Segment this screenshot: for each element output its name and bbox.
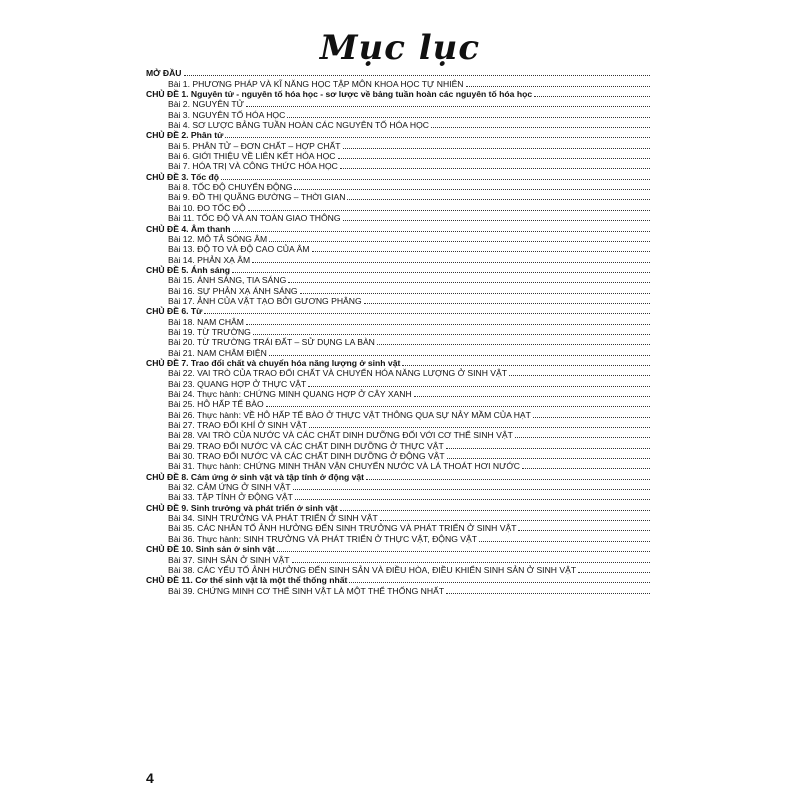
toc-section-heading [146, 265, 650, 275]
dot-leader [509, 375, 650, 376]
toc-lesson-entry [146, 389, 650, 399]
toc-section-heading [146, 471, 650, 481]
dot-leader [300, 293, 650, 294]
lesson-title: Bài 25. HÔ HẤP TẾ BÀO [168, 399, 264, 410]
dot-leader [295, 499, 650, 500]
dot-leader [534, 96, 650, 97]
dot-leader [232, 272, 650, 273]
dot-leader [343, 220, 650, 221]
dot-leader [269, 355, 650, 356]
section-title: CHỦ ĐỀ 9. Sinh trưởng và phát triển ở sinh vật [146, 502, 338, 513]
dot-leader [515, 437, 650, 438]
lesson-title: Bài 27. TRAO ĐỔI KHÍ Ở SINH VẬT [168, 420, 308, 431]
toc-lesson-entry [146, 99, 650, 109]
dot-leader [340, 510, 650, 511]
dot-leader [277, 551, 650, 552]
dot-leader [578, 572, 650, 573]
dot-leader [294, 189, 650, 190]
toc-lesson-entry [146, 254, 650, 264]
toc-lesson-entry [146, 347, 650, 357]
toc-section-heading [146, 306, 650, 316]
toc-lesson-entry [146, 316, 650, 326]
lesson-title: Bài 22. VAI TRÒ CỦA TRAO ĐỔI CHẤT VÀ CHUYỂN HÓA NĂNG LƯỢNG Ở SINH VẬT [168, 368, 508, 379]
dot-leader [447, 458, 650, 459]
dot-leader [233, 231, 650, 232]
dot-leader [431, 127, 650, 128]
toc-section-heading [146, 544, 650, 554]
lesson-title: Bài 26. Thực hành: VỀ HÔ HẤP TẾ BÀO Ở THỰC VẬT THÔNG QUA SỰ NẢY MẦM CỦA HẠT [168, 409, 531, 420]
lesson-title: Bài 11. TỐC ĐỘ VÀ AN TOÀN GIAO THÔNG [168, 213, 341, 224]
toc-lesson-entry [146, 337, 650, 347]
lesson-title: Bài 2. NGUYÊN TỬ [168, 99, 244, 110]
lesson-title: Bài 20. TỪ TRƯỜNG TRÁI ĐẤT – SỬ DỤNG LA BÀN [168, 337, 375, 348]
toc-lesson-entry [146, 585, 650, 595]
lesson-title: Bài 35. CÁC NHÂN TỐ ẢNH HƯỞNG ĐẾN SINH TRƯỞNG VÀ PHÁT TRIỂN Ở SINH VẬT [168, 523, 517, 534]
lesson-title: Bài 3. NGUYÊN TỐ HÓA HỌC [168, 109, 286, 120]
lesson-title: Bài 10. ĐO TỐC ĐỘ [168, 202, 246, 213]
toc-lesson-entry [146, 554, 650, 564]
section-title: CHỦ ĐỀ 6. Từ [146, 306, 203, 317]
toc-lesson-entry [146, 440, 650, 450]
lesson-title: Bài 7. HÓA TRỊ VÀ CÔNG THỨC HÓA HỌC [168, 161, 338, 172]
toc-lesson-entry [146, 109, 650, 119]
lesson-title: Bài 28. VAI TRÒ CỦA NƯỚC VÀ CÁC CHẤT DINH DƯỠNG ĐỐI VỚI CƠ THỂ SINH VẬT [168, 430, 513, 441]
dot-leader [308, 386, 650, 387]
dot-leader [402, 365, 650, 366]
lesson-title: Bài 23. QUANG HỢP Ở THỰC VẬT [168, 378, 307, 389]
lesson-title: Bài 18. NAM CHÂM [168, 316, 244, 327]
dot-leader [225, 137, 650, 138]
lesson-title: Bài 5. PHÂN TỬ – ĐƠN CHẤT – HỢP CHẤT [168, 140, 341, 151]
toc-lesson-entry [146, 202, 650, 212]
dot-leader [246, 324, 650, 325]
toc-lesson-entry [146, 368, 650, 378]
dot-leader [446, 593, 650, 594]
section-title: CHỦ ĐỀ 10. Sinh sản ở sinh vật [146, 544, 275, 555]
toc-section-heading [146, 130, 650, 140]
toc-section-heading [146, 358, 650, 368]
lesson-title: Bài 6. GIỚI THIỆU VỀ LIÊN KẾT HÓA HỌC [168, 151, 336, 162]
dot-leader [522, 468, 650, 469]
dot-leader [312, 251, 650, 252]
toc-lesson-entry [146, 513, 650, 523]
lesson-title: Bài 8. TỐC ĐỘ CHUYỂN ĐỘNG [168, 182, 293, 193]
dot-leader [377, 344, 650, 345]
dot-leader [292, 562, 650, 563]
toc-section-heading [146, 223, 650, 233]
dot-leader [446, 448, 650, 449]
dot-leader [288, 282, 650, 283]
dot-leader [253, 334, 650, 335]
dot-leader [340, 168, 650, 169]
lesson-title: Bài 39. CHỨNG MINH CƠ THỂ SINH VẬT LÀ MỘT THỂ THỐNG NHẤT [168, 585, 445, 596]
dot-leader [414, 396, 650, 397]
dot-leader [204, 313, 650, 314]
lesson-title: Bài 14. PHẢN XẠ ÂM [168, 254, 251, 265]
toc-lesson-entry [146, 533, 650, 543]
lesson-title: Bài 16. SỰ PHẢN XẠ ÁNH SÁNG [168, 285, 298, 296]
dot-leader [380, 520, 650, 521]
toc-section-heading [146, 171, 650, 181]
toc-lesson-entry [146, 244, 650, 254]
lesson-title: Bài 29. TRAO ĐỔI NƯỚC VÀ CÁC CHẤT DINH DƯỠNG Ở THỰC VẬT [168, 440, 444, 451]
toc-lesson-entry [146, 492, 650, 502]
dot-leader [518, 530, 650, 531]
toc-lesson-entry [146, 120, 650, 130]
toc-lesson-entry [146, 151, 650, 161]
lesson-title: Bài 12. MÔ TẢ SÓNG ÂM [168, 233, 268, 244]
lesson-title: Bài 9. ĐỒ THỊ QUÃNG ĐƯỜNG – THỜI GIAN [168, 192, 346, 203]
dot-leader [364, 303, 650, 304]
toc-lesson-entry [146, 565, 650, 575]
section-title: CHỦ ĐỀ 1. Nguyên tử - nguyên tố hóa học - sơ lược về bảng tuần hoàn các nguyên tố hóa học [146, 89, 533, 100]
lesson-title: Bài 19. TỪ TRƯỜNG [168, 326, 251, 337]
dot-leader [252, 262, 650, 263]
lesson-title: Bài 21. NAM CHÂM ĐIỆN [168, 347, 267, 358]
dot-leader [347, 199, 650, 200]
table-of-contents [146, 68, 650, 596]
section-title: CHỦ ĐỀ 5. Ánh sáng [146, 264, 231, 275]
lesson-title: Bài 15. ÁNH SÁNG, TIA SÁNG [168, 275, 287, 286]
dot-leader [221, 179, 650, 180]
dot-leader [184, 75, 651, 76]
dot-leader [293, 489, 650, 490]
toc-lesson-entry [146, 399, 650, 409]
dot-leader [466, 86, 650, 87]
page-number: 4 [146, 770, 154, 786]
section-title: CHỦ ĐỀ 8. Cảm ứng ở sinh vật và tập tính ở động vật [146, 471, 365, 482]
toc-lesson-entry [146, 285, 650, 295]
toc-lesson-entry [146, 140, 650, 150]
dot-leader [266, 406, 650, 407]
lesson-title: Bài 33. TẬP TÍNH Ở ĐỘNG VẬT [168, 492, 293, 503]
toc-lesson-entry [146, 430, 650, 440]
dot-leader [533, 417, 650, 418]
toc-lesson-entry [146, 182, 650, 192]
section-title: MỞ ĐẦU [146, 68, 182, 79]
lesson-title: Bài 13. ĐỘ TO VÀ ĐỘ CAO CỦA ÂM [168, 244, 310, 255]
lesson-title: Bài 38. CÁC YẾU TỐ ẢNH HƯỞNG ĐẾN SINH SẢN VÀ ĐIỀU HÒA, ĐIỀU KHIỂN SINH SẢN Ở SINH VẬT [168, 564, 577, 575]
lesson-title: Bài 31. Thực hành: CHỨNG MINH THÂN VẬN CHUYỂN NƯỚC VÀ LÁ THOÁT HƠI NƯỚC [168, 461, 521, 472]
toc-lesson-entry [146, 378, 650, 388]
toc-lesson-entry [146, 461, 650, 471]
dot-leader [479, 541, 650, 542]
lesson-title: Bài 37. SINH SẢN Ở SINH VẬT [168, 554, 290, 565]
section-title: CHỦ ĐỀ 2. Phân tử [146, 130, 224, 141]
section-title: CHỦ ĐỀ 7. Trao đổi chất và chuyển hóa năng lượng ở sinh vật [146, 357, 401, 368]
dot-leader [248, 210, 650, 211]
toc-lesson-entry [146, 523, 650, 533]
lesson-title: Bài 1. PHƯƠNG PHÁP VÀ KĨ NĂNG HỌC TẬP MÔN KHOA HỌC TỰ NHIÊN [168, 78, 464, 89]
lesson-title: Bài 4. SƠ LƯỢC BẢNG TUẦN HOÀN CÁC NGUYÊN TỐ HÓA HỌC [168, 120, 430, 131]
dot-leader [366, 479, 650, 480]
toc-section-heading [146, 89, 650, 99]
toc-lesson-entry [146, 78, 650, 88]
toc-lesson-entry [146, 409, 650, 419]
toc-lesson-entry [146, 296, 650, 306]
lesson-title: Bài 30. TRAO ĐỔI NƯỚC VÀ CÁC CHẤT DINH DƯỠNG Ở ĐỘNG VẬT [168, 451, 445, 462]
toc-lesson-entry [146, 482, 650, 492]
section-title: CHỦ ĐỀ 11. Cơ thể sinh vật là một thể thống nhất [146, 575, 348, 586]
toc-lesson-entry [146, 420, 650, 430]
toc-section-heading [146, 502, 650, 512]
dot-leader [338, 158, 650, 159]
dot-leader [349, 582, 650, 583]
dot-leader [343, 148, 650, 149]
toc-lesson-entry [146, 161, 650, 171]
toc-lesson-entry [146, 192, 650, 202]
lesson-title: Bài 34. SINH TRƯỞNG VÀ PHÁT TRIỂN Ở SINH VẬT [168, 513, 378, 524]
toc-lesson-entry [146, 327, 650, 337]
dot-leader [246, 106, 650, 107]
dot-leader [269, 241, 650, 242]
section-title: CHỦ ĐỀ 4. Âm thanh [146, 223, 231, 234]
lesson-title: Bài 17. ẢNH CỦA VẬT TẠO BỞI GƯƠNG PHẲNG [168, 295, 362, 306]
section-title: CHỦ ĐỀ 3. Tốc độ [146, 171, 220, 182]
toc-section-heading [146, 68, 650, 78]
toc-section-heading [146, 575, 650, 585]
page-title: Mục lục [319, 28, 481, 68]
toc-lesson-entry [146, 451, 650, 461]
lesson-title: Bài 36. Thực hành: SINH TRƯỞNG VÀ PHÁT TRIỂN Ở THỰC VẬT, ĐỘNG VẬT [168, 533, 477, 544]
toc-lesson-entry [146, 275, 650, 285]
dot-leader [287, 117, 650, 118]
dot-leader [309, 427, 650, 428]
toc-lesson-entry [146, 234, 650, 244]
toc-lesson-entry [146, 213, 650, 223]
lesson-title: Bài 32. CẢM ỨNG Ở SINH VẬT [168, 482, 291, 493]
lesson-title: Bài 24. Thực hành: CHỨNG MINH QUANG HỢP Ở CÂY XANH [168, 389, 412, 399]
